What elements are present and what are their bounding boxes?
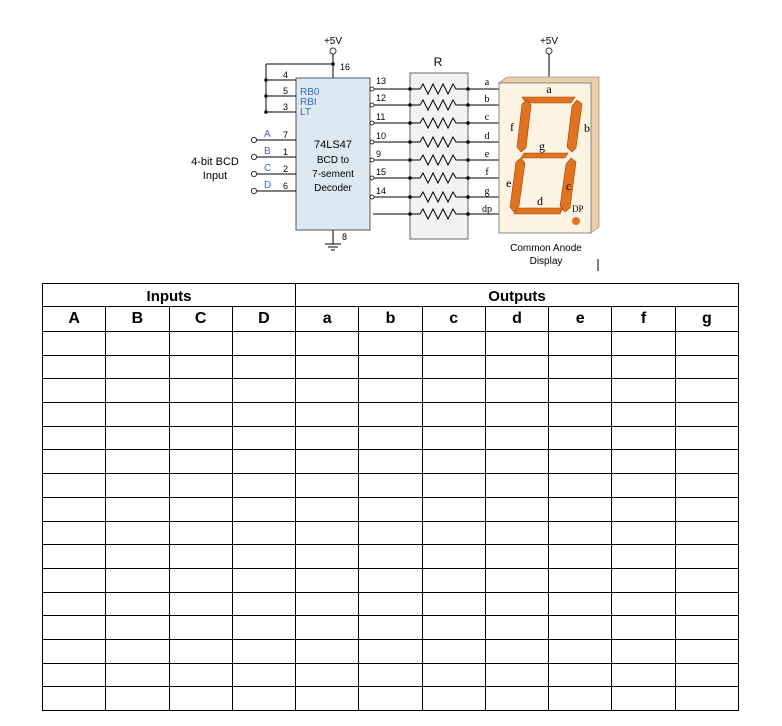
table-cell[interactable] xyxy=(359,687,422,711)
table-cell[interactable] xyxy=(422,426,485,450)
table-cell[interactable] xyxy=(232,403,295,427)
table-cell[interactable] xyxy=(485,355,548,379)
input-label-line1: 4-bit BCD xyxy=(191,156,239,168)
table-cell[interactable] xyxy=(675,545,738,569)
column-header-a-input: A xyxy=(43,307,106,332)
table-cell[interactable] xyxy=(296,403,359,427)
table-cell[interactable] xyxy=(675,663,738,687)
table-cell[interactable] xyxy=(359,332,422,356)
column-header-g-output: g xyxy=(675,307,738,332)
column-header-c-input: C xyxy=(169,307,232,332)
table-cell[interactable] xyxy=(43,616,106,640)
table-row xyxy=(43,497,739,521)
segment-d xyxy=(514,208,563,214)
table-cell[interactable] xyxy=(485,497,548,521)
table-row xyxy=(43,639,739,663)
table-cell[interactable] xyxy=(169,592,232,616)
table-cell[interactable] xyxy=(232,663,295,687)
table-cell[interactable] xyxy=(43,663,106,687)
table-cell[interactable] xyxy=(232,521,295,545)
table-cell[interactable] xyxy=(232,450,295,474)
ic-description-3: Decoder xyxy=(314,183,352,194)
table-cell[interactable] xyxy=(43,355,106,379)
table-cell[interactable] xyxy=(612,592,675,616)
table-cell[interactable] xyxy=(485,474,548,498)
table-cell[interactable] xyxy=(359,355,422,379)
table-cell[interactable] xyxy=(422,568,485,592)
table-cell[interactable] xyxy=(549,616,612,640)
table-cell[interactable] xyxy=(169,450,232,474)
segment-label-g: g xyxy=(539,139,545,153)
table-cell[interactable] xyxy=(359,403,422,427)
pin-number-2: 2 xyxy=(283,164,289,174)
table-cell[interactable] xyxy=(43,687,106,711)
table-cell[interactable] xyxy=(675,592,738,616)
table-cell[interactable] xyxy=(106,616,169,640)
table-cell[interactable] xyxy=(232,355,295,379)
table-cell[interactable] xyxy=(232,332,295,356)
pin-number-12: 12 xyxy=(376,93,387,103)
column-header-d-input: D xyxy=(232,307,295,332)
table-cell[interactable] xyxy=(232,687,295,711)
table-cell[interactable] xyxy=(106,521,169,545)
table-cell[interactable] xyxy=(675,568,738,592)
table-cell[interactable] xyxy=(549,521,612,545)
pin-number-13: 13 xyxy=(376,76,387,86)
table-cell[interactable] xyxy=(232,379,295,403)
column-header-a-output: a xyxy=(296,307,359,332)
table-row xyxy=(43,379,739,403)
control-junction-1 xyxy=(264,78,268,82)
table-cell[interactable] xyxy=(106,663,169,687)
table-cell[interactable] xyxy=(169,497,232,521)
table-cell[interactable] xyxy=(422,332,485,356)
table-cell[interactable] xyxy=(106,687,169,711)
outputs-group-header: Outputs xyxy=(296,284,739,307)
table-cell[interactable] xyxy=(232,639,295,663)
table-cell[interactable] xyxy=(675,332,738,356)
table-cell[interactable] xyxy=(296,663,359,687)
left-supply-terminal xyxy=(330,48,336,54)
table-cell[interactable] xyxy=(169,663,232,687)
table-cell[interactable] xyxy=(675,426,738,450)
segment-a xyxy=(522,97,575,103)
table-cell[interactable] xyxy=(232,545,295,569)
table-cell[interactable] xyxy=(612,521,675,545)
table-cell[interactable] xyxy=(549,403,612,427)
line-label-a: a xyxy=(484,77,490,88)
table-row xyxy=(43,355,739,379)
table-cell[interactable] xyxy=(612,379,675,403)
table-cell[interactable] xyxy=(106,403,169,427)
decimal-point xyxy=(572,217,580,225)
table-cell[interactable] xyxy=(232,497,295,521)
table-cell[interactable] xyxy=(232,568,295,592)
table-row xyxy=(43,474,739,498)
table-cell[interactable] xyxy=(612,616,675,640)
table-cell[interactable] xyxy=(549,497,612,521)
table-cell[interactable] xyxy=(485,426,548,450)
table-cell[interactable] xyxy=(106,355,169,379)
table-cell[interactable] xyxy=(485,616,548,640)
table-cell[interactable] xyxy=(422,592,485,616)
table-cell[interactable] xyxy=(43,426,106,450)
table-cell[interactable] xyxy=(232,592,295,616)
table-cell[interactable] xyxy=(675,355,738,379)
pin-number-11: 11 xyxy=(376,112,386,122)
table-row xyxy=(43,450,739,474)
column-header-b-output: b xyxy=(359,307,422,332)
table-body xyxy=(43,332,739,711)
table-cell[interactable] xyxy=(232,426,295,450)
table-cell[interactable] xyxy=(169,521,232,545)
table-cell[interactable] xyxy=(359,545,422,569)
table-row xyxy=(43,426,739,450)
table-cell[interactable] xyxy=(675,450,738,474)
table-cell[interactable] xyxy=(232,616,295,640)
left-supply-label: +5V xyxy=(323,36,343,47)
vcc-pin-number: 16 xyxy=(340,62,351,72)
table-cell[interactable] xyxy=(106,332,169,356)
right-supply-label: +5V xyxy=(539,36,559,47)
table-cell[interactable] xyxy=(549,592,612,616)
table-cell[interactable] xyxy=(43,545,106,569)
pin-number-6: 6 xyxy=(283,181,289,191)
table-cell[interactable] xyxy=(296,355,359,379)
table-cell[interactable] xyxy=(612,663,675,687)
table-cell[interactable] xyxy=(359,592,422,616)
input-terminal-a xyxy=(251,137,256,142)
segment-g xyxy=(521,153,568,158)
left-pin-wires xyxy=(256,80,296,191)
table-cell[interactable] xyxy=(43,592,106,616)
table-cell[interactable] xyxy=(422,403,485,427)
table-cell[interactable] xyxy=(612,687,675,711)
segment-label-d: d xyxy=(537,194,543,208)
table-cell[interactable] xyxy=(43,450,106,474)
table-cell[interactable] xyxy=(549,687,612,711)
table-cell[interactable] xyxy=(675,474,738,498)
line-label-e: e xyxy=(484,149,490,160)
table-cell[interactable] xyxy=(106,545,169,569)
table-cell[interactable] xyxy=(296,521,359,545)
ic-description-1: BCD to xyxy=(316,155,350,166)
table-cell[interactable] xyxy=(296,450,359,474)
table-cell[interactable] xyxy=(422,687,485,711)
table-cell[interactable] xyxy=(296,497,359,521)
table-cell[interactable] xyxy=(485,403,548,427)
input-letter-a: A xyxy=(264,129,271,140)
table-cell[interactable] xyxy=(422,450,485,474)
table-cell[interactable] xyxy=(359,379,422,403)
display-caption-line2: Display xyxy=(529,256,563,267)
segment-label-c: c xyxy=(566,179,572,193)
circuit-diagram xyxy=(0,0,782,283)
truth-table xyxy=(42,283,739,711)
table-cell[interactable] xyxy=(612,474,675,498)
input-terminal-b xyxy=(251,154,256,159)
table-cell[interactable] xyxy=(106,568,169,592)
gnd-pin-number: 8 xyxy=(342,232,348,242)
table-cell[interactable] xyxy=(422,355,485,379)
table-cell[interactable] xyxy=(106,497,169,521)
table-cell[interactable] xyxy=(675,687,738,711)
table-cell[interactable] xyxy=(612,403,675,427)
table-cell[interactable] xyxy=(169,545,232,569)
ic-part-number: 74LS47 xyxy=(314,139,352,151)
table-cell[interactable] xyxy=(675,521,738,545)
table-cell[interactable] xyxy=(359,616,422,640)
table-cell[interactable] xyxy=(422,474,485,498)
table-cell[interactable] xyxy=(169,403,232,427)
table-cell[interactable] xyxy=(422,616,485,640)
table-cell[interactable] xyxy=(612,545,675,569)
resistor-label: R xyxy=(433,55,443,69)
input-terminal-d xyxy=(251,188,256,193)
table-cell[interactable] xyxy=(549,545,612,569)
table-cell[interactable] xyxy=(612,568,675,592)
table-cell[interactable] xyxy=(43,403,106,427)
table-cell[interactable] xyxy=(106,450,169,474)
table-cell[interactable] xyxy=(106,639,169,663)
table-cell[interactable] xyxy=(612,497,675,521)
line-label-b: b xyxy=(484,94,490,105)
line-label-c: c xyxy=(484,112,490,123)
table-cell[interactable] xyxy=(43,639,106,663)
table-cell[interactable] xyxy=(43,568,106,592)
table-cell[interactable] xyxy=(106,426,169,450)
table-cell[interactable] xyxy=(422,521,485,545)
table-cell[interactable] xyxy=(43,332,106,356)
table-cell[interactable] xyxy=(549,639,612,663)
table-cell[interactable] xyxy=(232,474,295,498)
table-cell[interactable] xyxy=(296,332,359,356)
table-cell[interactable] xyxy=(169,426,232,450)
table-cell[interactable] xyxy=(549,426,612,450)
table-cell[interactable] xyxy=(296,568,359,592)
pin-number-10: 10 xyxy=(376,131,387,141)
table-cell[interactable] xyxy=(296,639,359,663)
line-label-d: d xyxy=(484,131,490,142)
pin-number-4: 4 xyxy=(283,70,289,80)
table-cell[interactable] xyxy=(675,497,738,521)
table-cell[interactable] xyxy=(549,474,612,498)
table-cell[interactable] xyxy=(549,450,612,474)
table-cell[interactable] xyxy=(296,426,359,450)
table-row xyxy=(43,687,739,711)
column-header-e-output: e xyxy=(549,307,612,332)
table-cell[interactable] xyxy=(169,474,232,498)
table-cell[interactable] xyxy=(359,450,422,474)
table-cell[interactable] xyxy=(106,592,169,616)
line-label-g: g xyxy=(484,186,490,197)
table-column-header xyxy=(43,307,739,332)
table-cell[interactable] xyxy=(485,379,548,403)
table-cell[interactable] xyxy=(359,474,422,498)
table-cell[interactable] xyxy=(169,332,232,356)
pin-number-3: 3 xyxy=(283,102,289,112)
table-cell[interactable] xyxy=(422,663,485,687)
table-cell[interactable] xyxy=(169,687,232,711)
pin-number-9: 9 xyxy=(376,149,382,159)
line-label-f: f xyxy=(485,167,489,178)
table-cell[interactable] xyxy=(296,474,359,498)
table-cell[interactable] xyxy=(422,545,485,569)
table-cell[interactable] xyxy=(485,592,548,616)
table-cell[interactable] xyxy=(485,639,548,663)
output-bubbles xyxy=(370,87,374,199)
table-cell[interactable] xyxy=(106,474,169,498)
table-cell[interactable] xyxy=(359,568,422,592)
table-cell[interactable] xyxy=(485,332,548,356)
table-cell[interactable] xyxy=(106,379,169,403)
ic-description-2: 7-sement xyxy=(312,169,354,180)
table-cell[interactable] xyxy=(43,474,106,498)
table-cell[interactable] xyxy=(549,663,612,687)
table-cell[interactable] xyxy=(296,379,359,403)
table-cell[interactable] xyxy=(549,355,612,379)
table-cell[interactable] xyxy=(359,663,422,687)
table-cell[interactable] xyxy=(169,379,232,403)
control-junction-3 xyxy=(264,110,268,114)
segment-label-f: f xyxy=(510,120,514,134)
table-cell[interactable] xyxy=(169,568,232,592)
table-row xyxy=(43,545,739,569)
column-header-f-output: f xyxy=(612,307,675,332)
dp-label: DP xyxy=(572,204,584,214)
column-header-d-output: d xyxy=(485,307,548,332)
segment-label-a: a xyxy=(546,82,552,96)
input-label-line2: Input xyxy=(202,170,228,182)
segment-label-b: b xyxy=(584,121,590,135)
table-cell[interactable] xyxy=(296,545,359,569)
table-row xyxy=(43,616,739,640)
table-cell[interactable] xyxy=(549,332,612,356)
table-cell[interactable] xyxy=(675,403,738,427)
pin-number-15: 15 xyxy=(376,167,387,177)
table-cell[interactable] xyxy=(296,687,359,711)
table-cell[interactable] xyxy=(612,450,675,474)
table-cell[interactable] xyxy=(485,687,548,711)
table-cell[interactable] xyxy=(296,592,359,616)
table-cell[interactable] xyxy=(359,497,422,521)
table-row xyxy=(43,663,739,687)
input-terminal-c xyxy=(251,171,256,176)
table-cell[interactable] xyxy=(422,639,485,663)
column-header-b-input: B xyxy=(106,307,169,332)
table-cell[interactable] xyxy=(359,639,422,663)
table-cell[interactable] xyxy=(485,521,548,545)
table-cell[interactable] xyxy=(485,545,548,569)
input-letter-c: C xyxy=(264,163,272,174)
ic-pin-rbo: RB0 xyxy=(300,87,320,98)
input-letter-b: B xyxy=(264,146,271,157)
inputs-group-header: Inputs xyxy=(43,284,296,307)
table-row xyxy=(43,568,739,592)
table-cell[interactable] xyxy=(549,568,612,592)
column-header-c-output: c xyxy=(422,307,485,332)
table-cell[interactable] xyxy=(675,616,738,640)
table-row xyxy=(43,521,739,545)
control-junction-2 xyxy=(264,94,268,98)
table-cell[interactable] xyxy=(612,639,675,663)
table-cell[interactable] xyxy=(675,639,738,663)
ic-pin-rbi: RBI xyxy=(300,97,317,108)
table-cell[interactable] xyxy=(43,379,106,403)
table-cell[interactable] xyxy=(43,497,106,521)
table-cell[interactable] xyxy=(169,355,232,379)
pin-number-7: 7 xyxy=(283,130,289,140)
table-row xyxy=(43,403,739,427)
right-supply-terminal xyxy=(546,48,552,54)
line-label-dp: dp xyxy=(482,204,492,215)
table-row xyxy=(43,332,739,356)
display-caption-line1: Common Anode xyxy=(510,243,582,254)
table-cell[interactable] xyxy=(359,521,422,545)
table-cell[interactable] xyxy=(612,332,675,356)
segment-label-e: e xyxy=(506,176,512,190)
table-cell[interactable] xyxy=(43,521,106,545)
input-letter-d: D xyxy=(264,180,272,191)
table-cell[interactable] xyxy=(169,616,232,640)
table-cell[interactable] xyxy=(422,497,485,521)
ic-pin-lt: LT xyxy=(300,107,311,118)
table-cell[interactable] xyxy=(675,379,738,403)
table-cell[interactable] xyxy=(612,426,675,450)
table-cell[interactable] xyxy=(485,450,548,474)
table-cell[interactable] xyxy=(359,426,422,450)
table-group-header xyxy=(43,284,739,307)
table-cell[interactable] xyxy=(296,616,359,640)
table-cell[interactable] xyxy=(485,568,548,592)
pin-number-5: 5 xyxy=(283,86,289,96)
table-cell[interactable] xyxy=(485,663,548,687)
table-cell[interactable] xyxy=(549,379,612,403)
pin-number-1: 1 xyxy=(283,147,289,157)
table-row xyxy=(43,592,739,616)
table-cell[interactable] xyxy=(422,379,485,403)
pin-number-14: 14 xyxy=(376,186,387,196)
table-cell[interactable] xyxy=(169,639,232,663)
table-cell[interactable] xyxy=(612,355,675,379)
